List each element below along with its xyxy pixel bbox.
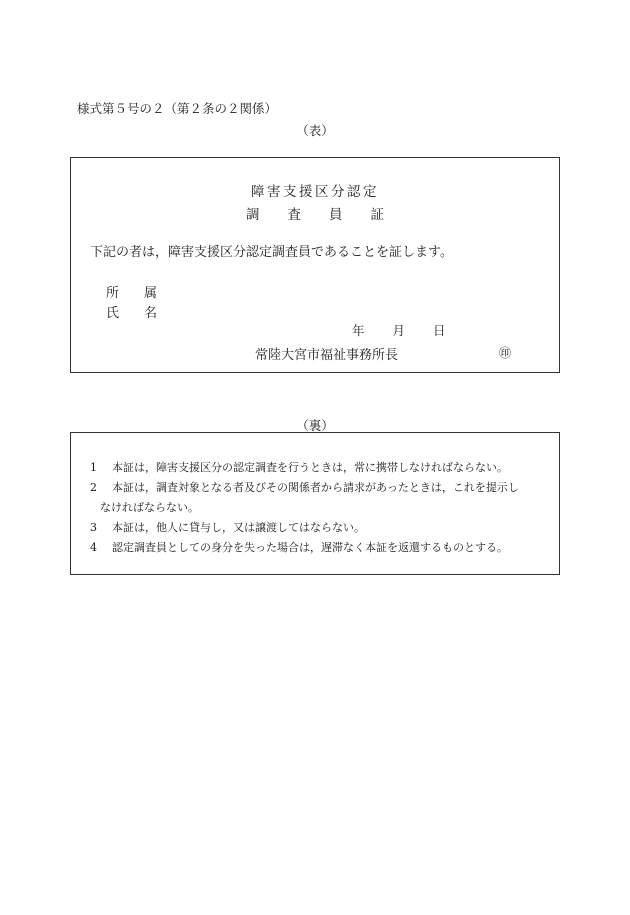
rule-item bbox=[90, 518, 552, 538]
rule-text: 本証は，調査対象となる者及びその関係者から請求があったときは，これを提示し bbox=[112, 481, 519, 494]
title-char: 員 bbox=[329, 207, 343, 223]
form-number: 様式第５号の２（第２条の２関係） bbox=[77, 101, 278, 116]
rule-list bbox=[90, 458, 552, 558]
issuer-name: 常陸大宮市福祉事務所長 bbox=[255, 348, 399, 363]
card-statement: 下記の者は，障害支援区分認定調査員であることを証します。 bbox=[90, 245, 453, 260]
title-char: 調 bbox=[246, 207, 260, 223]
title-char: 査 bbox=[287, 207, 301, 223]
date-year-label: 年 bbox=[352, 323, 365, 338]
rule-text: 本証は，障害支援区分の認定調査を行うときは，常に携帯しなければならない。 bbox=[112, 461, 508, 474]
date-month-label: 月 bbox=[392, 323, 406, 338]
name-field-label bbox=[106, 302, 157, 321]
card-title-line1: 障害支援区分認定 bbox=[251, 184, 379, 200]
label-char: 所 bbox=[106, 286, 120, 301]
seal-mark: ㊞ bbox=[499, 346, 512, 360]
label-char: 属 bbox=[144, 286, 158, 301]
rule-number: 1 bbox=[90, 461, 97, 474]
rule-number: 2 bbox=[90, 481, 97, 494]
label-char: 氏 bbox=[106, 306, 120, 321]
date-day-label: 日 bbox=[433, 323, 446, 338]
rule-item bbox=[90, 458, 552, 478]
front-side-label: （表） bbox=[296, 123, 334, 138]
label-char: 名 bbox=[144, 306, 158, 321]
title-char: 証 bbox=[370, 207, 384, 223]
rule-text: 本証は，他人に貸与し，又は譲渡してはならない。 bbox=[112, 521, 365, 534]
back-side-label: （裏） bbox=[296, 418, 334, 433]
rule-item bbox=[90, 538, 552, 558]
issue-date-line bbox=[352, 321, 474, 339]
rule-number: 4 bbox=[90, 541, 97, 554]
card-front bbox=[70, 157, 560, 373]
rule-number: 3 bbox=[90, 521, 97, 534]
rule-item bbox=[90, 478, 552, 518]
rule-text: 認定調査員としての身分を失った場合は，遅滞なく本証を返還するものとする。 bbox=[112, 541, 508, 554]
affiliation-field-label bbox=[106, 282, 157, 301]
card-back bbox=[70, 432, 560, 575]
card-title-line2 bbox=[71, 203, 559, 223]
rule-text-continued: なければならない。 bbox=[100, 501, 199, 514]
